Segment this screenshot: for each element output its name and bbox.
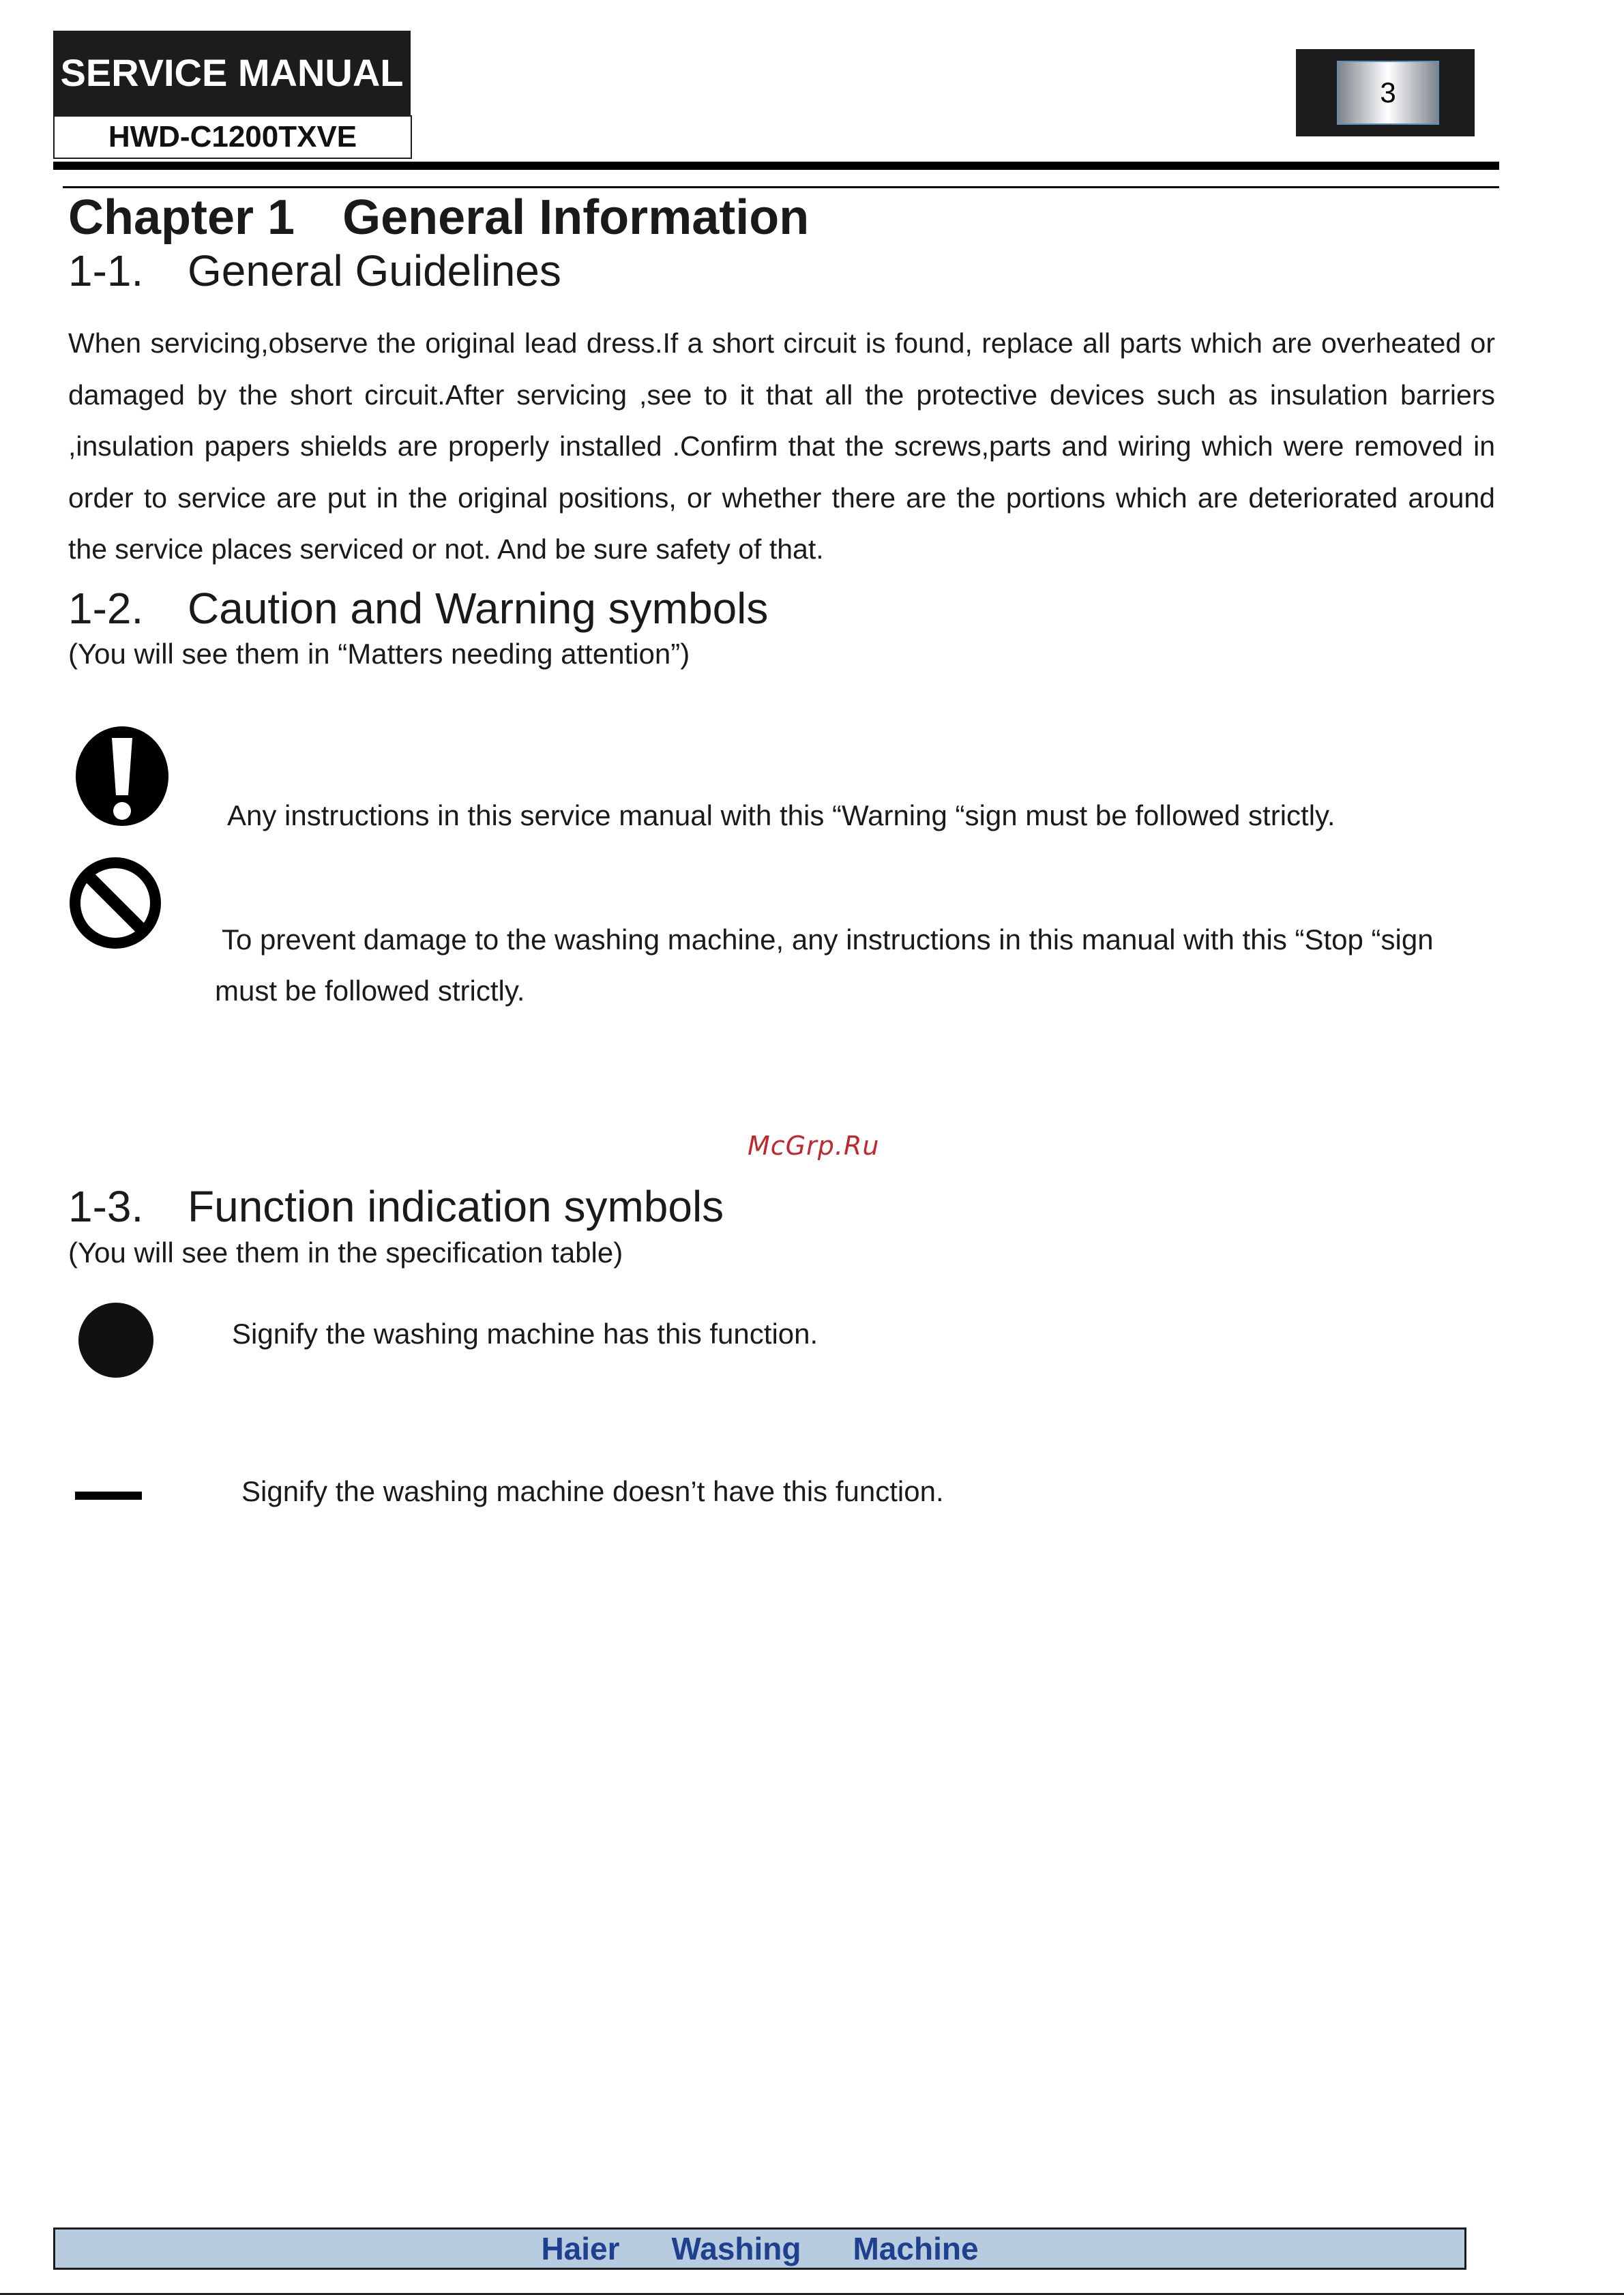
footer-product-word-2: Machine (853, 2231, 979, 2266)
section-heading-general-guidelines (68, 246, 561, 296)
chapter-heading (68, 190, 809, 246)
chapter-title: General Information (342, 190, 810, 245)
filled-circle-icon (78, 1302, 154, 1378)
general-guidelines-paragraph: When servicing,observe the original lead dress.If a short circuit is found, replace all parts which are overheated or damaged by the short circuit.After servicing ,see to it that all the protective devices such as insulation barriers ,insulation papers shields are properly installed .Confirm that the screws,parts and wiring which were removed in order to service are put in the original positions, or whether there are the portions which are deteriorated around the service places serviced or not. And be sure safety of that. (68, 327, 1495, 565)
section-number: 1-1. (68, 246, 144, 295)
section-number: 1-3. (68, 1182, 144, 1231)
doc-type-label: SERVICE MANUAL (53, 31, 411, 115)
page-number: 3 (1337, 61, 1439, 125)
model-number: HWD-C1200TXVE (53, 115, 412, 159)
section-heading-function-indication (68, 1181, 724, 1232)
section-title: General Guidelines (188, 246, 561, 295)
section-title: Caution and Warning symbols (188, 584, 769, 633)
header-rule-thin (63, 186, 1499, 188)
stop-prohibition-icon (67, 855, 164, 951)
section-number: 1-2. (68, 584, 144, 633)
page-number-box (1296, 49, 1475, 136)
chapter-number: Chapter 1 (68, 190, 295, 245)
footer-banner (53, 2227, 1466, 2270)
watermark-text: McGrp.Ru (748, 1131, 880, 1161)
footer-brand: Haier (541, 2231, 620, 2266)
dash-icon (75, 1492, 142, 1500)
header-rule-thick (53, 162, 1499, 170)
section-heading-caution-warning (68, 583, 768, 634)
stop-symbol-description: To prevent damage to the washing machine, any instructions in this manual with this “Stop “sign must be followed strictly. (215, 923, 1434, 1007)
section-note: (You will see them in “Matters needing attention”) (68, 638, 690, 670)
no-function-description: Signify the washing machine doesn’t have this function. (241, 1475, 944, 1507)
section-note: (You will see them in the specification table) (68, 1237, 623, 1269)
section-title: Function indication symbols (188, 1182, 724, 1231)
has-function-description: Signify the washing machine has this function. (232, 1318, 818, 1350)
warning-exclamation-icon (74, 724, 171, 828)
footer-product-word-1: Washing (671, 2231, 801, 2266)
warning-symbol-description: Any instructions in this service manual with this “Warning “sign must be followed strictly. (227, 799, 1335, 831)
